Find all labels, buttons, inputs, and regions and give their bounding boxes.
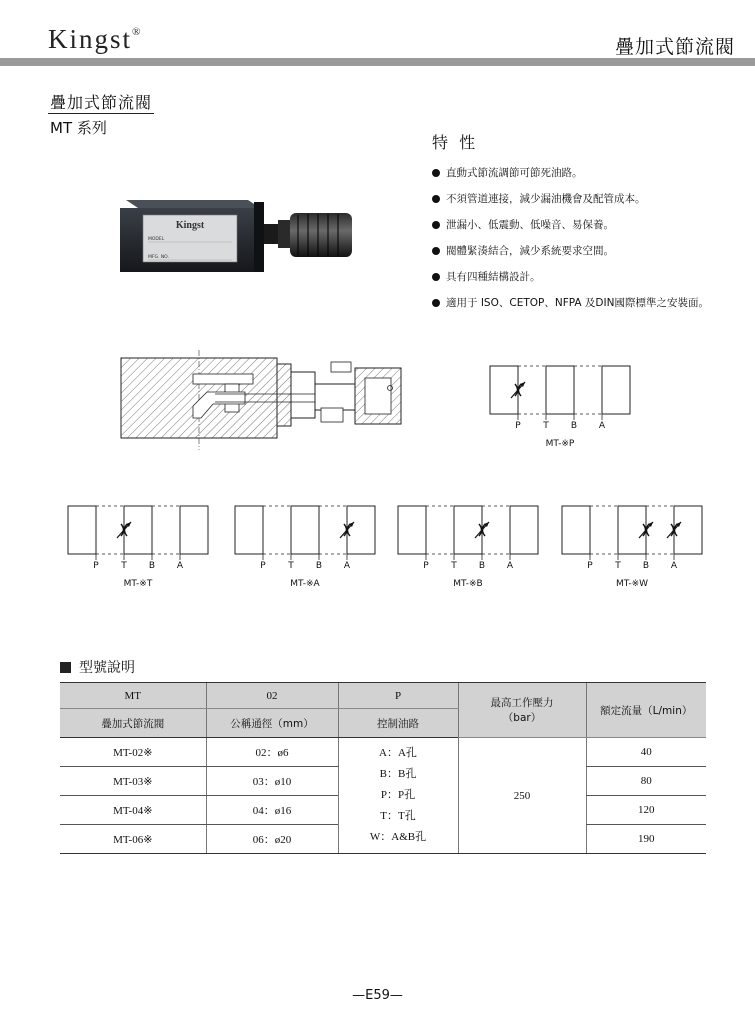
port-label-t: T bbox=[121, 561, 127, 571]
symbol-mt-p bbox=[480, 360, 640, 452]
port-label-p: P bbox=[260, 561, 266, 571]
symbol-mt-b bbox=[388, 500, 548, 592]
port-label-b: B bbox=[315, 561, 323, 571]
table-row bbox=[60, 738, 706, 767]
bullet-icon bbox=[432, 247, 440, 255]
registered-mark: ® bbox=[132, 26, 143, 38]
feature-item: 直動式節流調節可節死油路。 bbox=[432, 160, 709, 186]
port-label-b: B bbox=[642, 561, 650, 571]
brand-logo bbox=[48, 24, 142, 55]
feature-item: 閥體緊湊結合，減少系統要求空間。 bbox=[432, 238, 709, 264]
size-cell: 03：ø10 bbox=[206, 767, 338, 796]
symbol-caption: MT-※P bbox=[545, 439, 575, 449]
port-label-t: T bbox=[451, 561, 457, 571]
title-underline bbox=[48, 113, 154, 114]
features-list bbox=[432, 160, 709, 316]
port-label-t: T bbox=[288, 561, 294, 571]
symbol-caption: MT-※A bbox=[290, 579, 320, 589]
square-bullet-icon bbox=[60, 662, 71, 673]
symbol-caption: MT-※B bbox=[453, 579, 483, 589]
page-number: —E59— bbox=[352, 988, 403, 1003]
port-label-a: A bbox=[670, 561, 678, 571]
port-label-a: A bbox=[343, 561, 351, 571]
cross-section-drawing bbox=[115, 348, 415, 454]
symbol-mt-t bbox=[58, 500, 218, 592]
plate-brand: Kingst bbox=[175, 220, 205, 231]
port-label-a: A bbox=[506, 561, 514, 571]
model-cell: MT-06※ bbox=[60, 825, 206, 854]
symbol-caption: MT-※W bbox=[615, 579, 649, 589]
port-label-p: P bbox=[515, 421, 521, 431]
model-cell: MT-03※ bbox=[60, 767, 206, 796]
port-label-t: T bbox=[543, 421, 549, 431]
feature-item: 泄漏小、低震動、低噪音、易保養。 bbox=[432, 212, 709, 238]
bullet-icon bbox=[432, 169, 440, 177]
product-series: MT 系列 bbox=[50, 119, 107, 137]
flow-cell: 120 bbox=[586, 796, 706, 825]
header-cell: 疊加式節流閥 bbox=[60, 709, 206, 738]
size-cell: 02：ø6 bbox=[206, 738, 338, 767]
pressure-value-cell: 250 bbox=[458, 738, 586, 854]
model-heading: 型號說明 bbox=[60, 657, 135, 677]
port-label-b: B bbox=[478, 561, 486, 571]
port-label-b: B bbox=[148, 561, 156, 571]
flow-cell: 40 bbox=[586, 738, 706, 767]
header-bar bbox=[0, 58, 755, 66]
header-cell: P bbox=[338, 683, 458, 709]
symbol-caption: MT-※T bbox=[123, 579, 153, 589]
features-title: 特 性 bbox=[432, 133, 479, 152]
port-label-p: P bbox=[587, 561, 593, 571]
port-label-a: A bbox=[176, 561, 184, 571]
brand-name: Kingst bbox=[48, 24, 133, 54]
header-cell: MT bbox=[60, 683, 206, 709]
flow-cell: 80 bbox=[586, 767, 706, 796]
bullet-icon bbox=[432, 299, 440, 307]
port-label-a: A bbox=[598, 421, 606, 431]
control-path-cell: A：A孔 B：B孔 P：P孔 T：T孔 W：A&B孔 bbox=[338, 738, 458, 854]
port-label-p: P bbox=[423, 561, 429, 571]
bullet-icon bbox=[432, 273, 440, 281]
symbol-mt-w bbox=[552, 500, 712, 592]
size-cell: 06：ø20 bbox=[206, 825, 338, 854]
port-label-b: B bbox=[570, 421, 578, 431]
header-cell: 公稱通徑（mm） bbox=[206, 709, 338, 738]
header-title: 疊加式節流閥 bbox=[614, 36, 735, 58]
pressure-header-cell: 最高工作壓力 （bar） bbox=[458, 683, 586, 738]
bullet-icon bbox=[432, 195, 440, 203]
product-title: 疊加式節流閥 bbox=[50, 93, 153, 112]
flow-header-cell: 額定流量（L/min） bbox=[586, 683, 706, 738]
flow-cell: 190 bbox=[586, 825, 706, 854]
symbol-mt-a bbox=[225, 500, 385, 592]
table-header-row bbox=[60, 683, 706, 709]
plate-mfg-label: MFG. NO. bbox=[148, 255, 169, 260]
product-photo bbox=[112, 188, 357, 280]
feature-item: 具有四種結構設計。 bbox=[432, 264, 709, 290]
header-cell: 控制油路 bbox=[338, 709, 458, 738]
header-cell: 02 bbox=[206, 683, 338, 709]
port-label-t: T bbox=[615, 561, 621, 571]
model-table bbox=[60, 682, 706, 854]
port-label-p: P bbox=[93, 561, 99, 571]
adjust-knob bbox=[290, 213, 352, 257]
model-cell: MT-02※ bbox=[60, 738, 206, 767]
size-cell: 04：ø16 bbox=[206, 796, 338, 825]
bullet-icon bbox=[432, 221, 440, 229]
feature-item: 不須管道連接，減少漏油機會及配管成本。 bbox=[432, 186, 709, 212]
plate-model-label: MODEL bbox=[148, 237, 165, 242]
model-cell: MT-04※ bbox=[60, 796, 206, 825]
feature-item: 適用于 ISO、CETOP、NFPA 及DIN國際標準之安裝面。 bbox=[432, 290, 709, 316]
